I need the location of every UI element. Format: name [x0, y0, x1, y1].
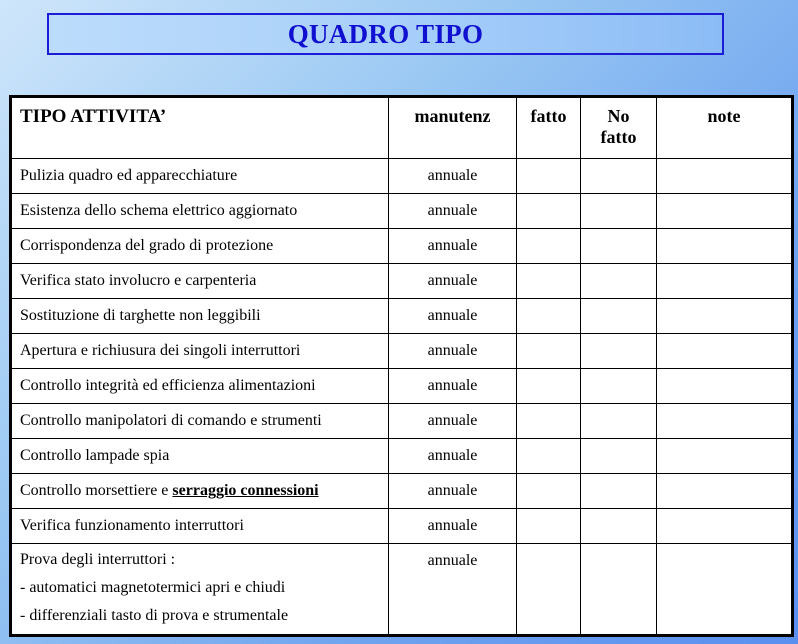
header-not-done-line1: No — [607, 106, 630, 126]
not-done-cell — [581, 194, 657, 229]
activity-line: - automatici magnetotermici apri e chiudi — [20, 579, 286, 596]
activity-cell: Verifica stato involucro e carpenteria — [11, 264, 389, 299]
done-cell — [517, 194, 581, 229]
notes-cell — [657, 369, 793, 404]
notes-cell — [657, 264, 793, 299]
notes-cell — [657, 194, 793, 229]
not-done-cell — [581, 439, 657, 474]
notes-cell — [657, 544, 793, 636]
header-notes: note — [657, 97, 793, 159]
frequency-cell: annuale — [389, 404, 517, 439]
frequency-cell: annuale — [389, 159, 517, 194]
activity-cell: Controllo lampade spia — [11, 439, 389, 474]
header-activity: TIPO ATTIVITA’ — [11, 97, 389, 159]
activity-cell: Esistenza dello schema elettrico aggiornato — [11, 194, 389, 229]
frequency-cell: annuale — [389, 509, 517, 544]
table-row — [11, 159, 793, 194]
table-row — [11, 334, 793, 369]
done-cell — [517, 404, 581, 439]
frequency-cell: annuale — [389, 334, 517, 369]
frequency-cell: annuale — [389, 229, 517, 264]
done-cell — [517, 229, 581, 264]
not-done-cell — [581, 334, 657, 369]
header-not-done-line2: fatto — [600, 127, 637, 147]
table-row — [11, 299, 793, 334]
activity-cell: Controllo manipolatori di comando e strumenti — [11, 404, 389, 439]
done-cell — [517, 474, 581, 509]
done-cell — [517, 369, 581, 404]
frequency-cell: annuale — [389, 194, 517, 229]
frequency-cell: annuale — [389, 439, 517, 474]
activity-emphasis: serraggio connessioni — [172, 482, 319, 499]
table-row — [11, 194, 793, 229]
maintenance-table — [9, 95, 794, 637]
title-box — [47, 13, 724, 55]
frequency-cell: annuale — [389, 369, 517, 404]
frequency-cell: annuale — [389, 264, 517, 299]
page-title: QUADRO TIPO — [287, 18, 484, 49]
activity-cell: Pulizia quadro ed apparecchiature — [11, 159, 389, 194]
done-cell — [517, 439, 581, 474]
done-cell — [517, 334, 581, 369]
activity-cell — [11, 474, 389, 509]
not-done-cell — [581, 509, 657, 544]
activity-cell: Apertura e richiusura dei singoli interruttori — [11, 334, 389, 369]
activity-cell — [11, 544, 389, 636]
header-done: fatto — [517, 97, 581, 159]
header-row — [11, 97, 793, 159]
header-maintenance: manutenz — [389, 97, 517, 159]
table-row — [11, 369, 793, 404]
activity-cell: Controllo integrità ed efficienza alimentazioni — [11, 369, 389, 404]
notes-cell — [657, 474, 793, 509]
not-done-cell — [581, 229, 657, 264]
done-cell — [517, 544, 581, 636]
not-done-cell — [581, 474, 657, 509]
frequency-cell: annuale — [389, 299, 517, 334]
notes-cell — [657, 439, 793, 474]
not-done-cell — [581, 299, 657, 334]
done-cell — [517, 159, 581, 194]
notes-cell — [657, 159, 793, 194]
notes-cell — [657, 229, 793, 264]
table-row — [11, 264, 793, 299]
activity-line: Prova degli interruttori : — [20, 551, 176, 568]
notes-cell — [657, 334, 793, 369]
activity-cell: Sostituzione di targhette non leggibili — [11, 299, 389, 334]
table-row — [11, 229, 793, 264]
notes-cell — [657, 299, 793, 334]
done-cell — [517, 509, 581, 544]
activity-text: Controllo morsettiere e — [20, 482, 173, 499]
not-done-cell — [581, 264, 657, 299]
notes-cell — [657, 509, 793, 544]
table-row — [11, 404, 793, 439]
activity-cell: Verifica funzionamento interruttori — [11, 509, 389, 544]
table-row — [11, 474, 793, 509]
activity-line: - differenziali tasto di prova e strumentale — [20, 607, 289, 624]
not-done-cell — [581, 159, 657, 194]
table-row — [11, 544, 793, 636]
table-row — [11, 509, 793, 544]
done-cell — [517, 264, 581, 299]
frequency-cell: annuale — [389, 544, 517, 636]
not-done-cell — [581, 404, 657, 439]
activity-cell: Corrispondenza del grado di protezione — [11, 229, 389, 264]
done-cell — [517, 299, 581, 334]
not-done-cell — [581, 369, 657, 404]
not-done-cell — [581, 544, 657, 636]
notes-cell — [657, 404, 793, 439]
frequency-cell: annuale — [389, 474, 517, 509]
header-not-done — [581, 97, 657, 159]
table-row — [11, 439, 793, 474]
